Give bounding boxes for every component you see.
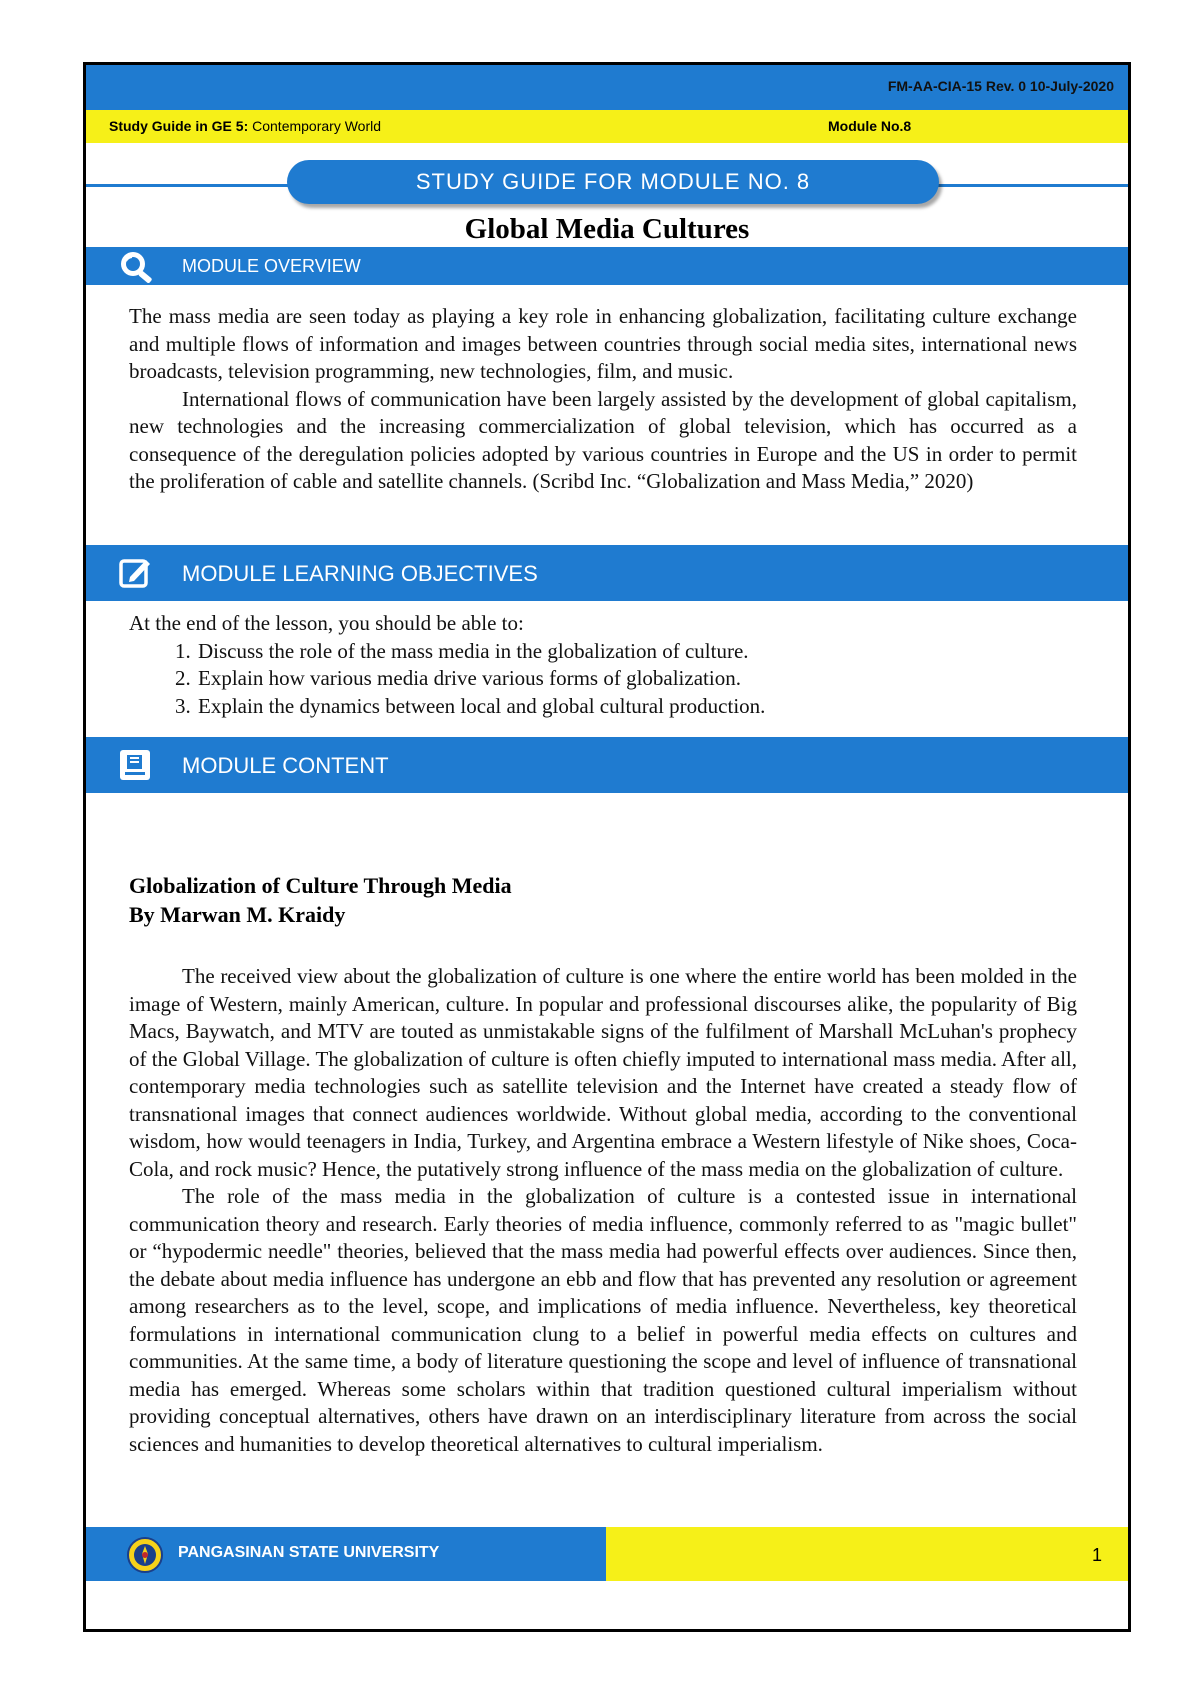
section-heading-content: MODULE CONTENT	[182, 753, 389, 778]
objectives-list	[129, 638, 1077, 721]
page-title: Global Media Cultures	[464, 213, 750, 245]
study-guide-page	[83, 62, 1131, 1632]
header-top-bar	[86, 65, 1128, 110]
overview-text	[129, 303, 1077, 496]
header-yellow-bar	[86, 110, 1128, 143]
title-banner-text: STUDY GUIDE FOR MODULE NO. 8	[415, 169, 811, 194]
module-number: Module No.8	[828, 118, 912, 134]
magnifier-icon	[118, 249, 158, 288]
edit-icon	[118, 555, 154, 596]
section-heading-objectives: MODULE LEARNING OBJECTIVES	[182, 561, 538, 586]
section-heading-overview: MODULE OVERVIEW	[182, 256, 361, 276]
form-code: FM-AA-CIA-15 Rev. 0 10-July-2020	[887, 78, 1114, 94]
title-banner	[287, 160, 939, 204]
footer-yellow-bar	[606, 1527, 1128, 1581]
objective-item: 3. Explain the dynamics between local and global cultural production.	[196, 693, 1077, 721]
objectives-text	[129, 610, 1077, 720]
article-author: By Marwan M. Kraidy	[129, 902, 346, 927]
article-heading	[129, 871, 512, 929]
course-label-prefix: Study Guide in GE 5:	[109, 118, 249, 134]
university-seal-icon	[126, 1536, 164, 1579]
content-text	[129, 963, 1077, 1458]
objective-item: 1. Discuss the role of the mass media in the globalization of culture.	[196, 638, 1077, 666]
objectives-intro: At the end of the lesson, you should be able to:	[129, 611, 524, 635]
content-paragraph: The received view about the globalization of culture is one where the entire world has been molded in the image of Western, mainly American, culture. In popular and professional discourses alike, the popularity of Big Macs, Baywatch, and MTV are touted as unmistakable signs of the fulfilment of Marshall McLuhan's prophecy of the Global Village. The globalization of culture is often chiefly imputed to international mass media. After all, contemporary media technologies such as satellite television and the Internet have created a steady flow of transnational images that connect audiences worldwide. Without global media, according to the conventional wisdom, how would teenagers in India, Turkey, and Argentina embrace a Western lifestyle of Nike shoes, Coca- Cola, and rock music? Hence, the putatively strong influence of the mass media on the globalization of culture.	[129, 964, 1077, 1181]
article-title: Globalization of Culture Through Media	[129, 873, 512, 898]
footer-blue-bar	[86, 1527, 606, 1581]
course-name: Contemporary World	[248, 118, 382, 134]
course-label	[109, 118, 381, 134]
page-number: 1	[1091, 1545, 1102, 1565]
content-paragraph: The role of the mass media in the globalization of culture is a contested issue in international communication theory and research. Early theories of media influence, commonly referred to as "magic bullet" or “hypodermic needle" theories, believed that the mass media had powerful effects over audiences. Since then, the debate about media influence has undergone an ebb and flow that has prevented any resolution or agreement among researchers as to the level, scope, and implications of media influence. Nevertheless, key theoretical formulations in international communication clung to a belief in powerful media effects on cultures and communities. At the same time, a body of literature questioning the scope and level of influence of transnational media has emerged. Whereas some scholars within that tradition questioned cultural imperialism without providing conceptual alternatives, others have drawn on an interdisciplinary literature from across the social sciences and humanities to develop theoretical alternatives to cultural imperialism.	[129, 1184, 1077, 1456]
university-name: PANGASINAN STATE UNIVERSITY	[178, 1544, 440, 1561]
document-icon	[118, 748, 154, 787]
section-bar-content	[86, 737, 1128, 793]
section-bar-overview	[86, 247, 1128, 285]
overview-paragraph: The mass media are seen today as playing a key role in enhancing globalization, facilitating culture exchange and multiple flows of information and images between countries through social media sites, international news broadcasts, television programming, new technologies, film, and music.	[129, 304, 1077, 383]
section-bar-objectives	[86, 545, 1128, 601]
overview-paragraph: International flows of communication have been largely assisted by the development of global capitalism, new technologies and the increasing commercialization of global television, which has occurred as a consequence of the deregulation policies adopted by various countries in Europe and the US in order to permit the proliferation of cable and satellite channels. (Scribd Inc. “Globalization and Mass Media,” 2020)	[129, 386, 1077, 493]
objective-item: 2. Explain how various media drive various forms of globalization.	[196, 665, 1077, 693]
